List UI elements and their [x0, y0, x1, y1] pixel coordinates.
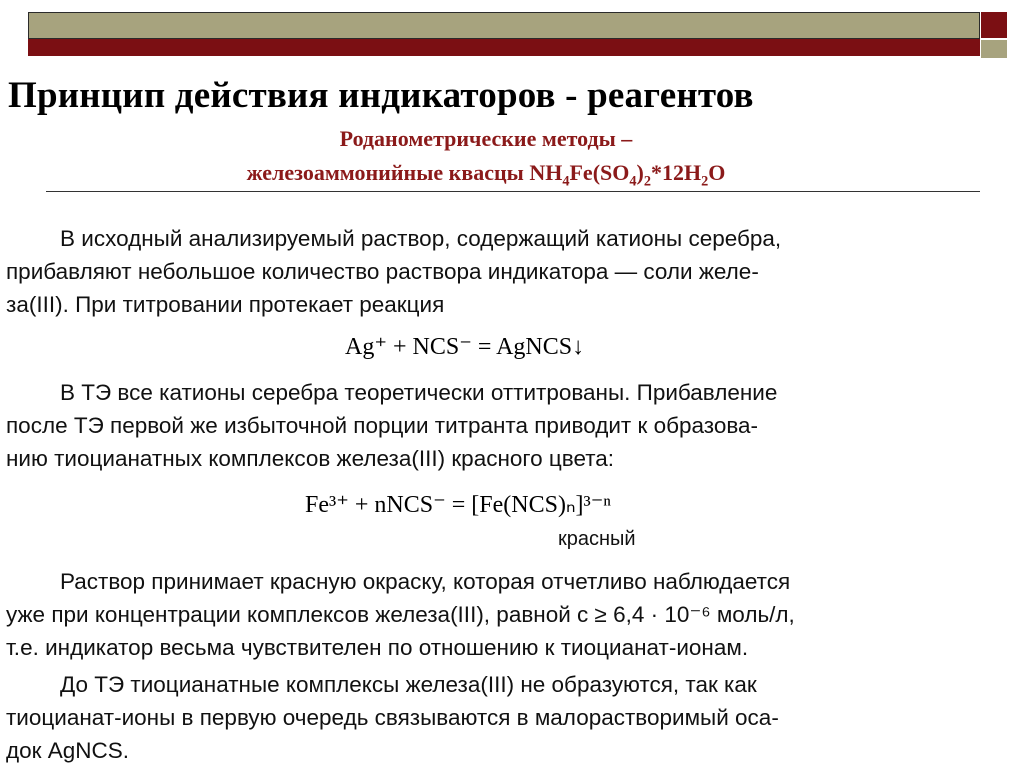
paragraph-line: прибавляют небольшое количество раствора индикатора — соли желе-	[6, 259, 759, 284]
header-banner	[28, 12, 980, 58]
subscript: 4	[562, 173, 570, 190]
paragraph-line: Раствор принимает красную окраску, которая отчетливо наблюдается	[60, 569, 791, 594]
subtitle-formula-part: Fe(SO	[569, 160, 630, 185]
paragraph-line: тиоцианат-ионы в первую очередь связываются в малорастворимый оса-	[6, 705, 779, 730]
reaction-equation-1: Ag⁺ + NCS⁻ = AgNCS↓	[345, 334, 585, 360]
paragraph-line: за(III). При титровании протекает реакция	[6, 292, 445, 317]
header-divider	[46, 191, 980, 192]
subscript: 4	[629, 173, 637, 190]
paragraph-line: т.е. индикатор весьма чувствителен по отношению к тиоцианат-ионам.	[6, 635, 749, 660]
paragraph-3	[6, 565, 990, 664]
subtitle-formula-part: *12H	[651, 160, 702, 185]
paragraph-line: док AgNCS.	[6, 738, 130, 763]
reaction-equation-2: Fe³⁺ + nNCS⁻ = [Fe(NCS)ₙ]³⁻ⁿ	[305, 492, 611, 518]
corner-maroon-square	[981, 12, 1007, 38]
paragraph-2	[6, 376, 990, 475]
corner-olive-square	[981, 40, 1007, 58]
paragraph-1	[6, 222, 990, 321]
paragraph-line: В ТЭ все катионы серебра теоретически оттитрованы. Прибавление	[60, 380, 778, 405]
subscript: 2	[701, 173, 709, 190]
banner-maroon-stripe	[28, 39, 980, 56]
paragraph-4	[6, 668, 990, 767]
subscript: 2	[643, 173, 652, 190]
paragraph-line: До ТЭ тиоцианатные комплексы железа(III) не образуются, так как	[60, 672, 757, 697]
paragraph-line: В исходный анализируемый раствор, содержащий катионы серебра,	[60, 226, 782, 251]
paragraph-line: после ТЭ первой же избыточной порции титранта приводит к образова-	[6, 413, 759, 438]
subtitle-line-2: железоаммонийные квасцы $NH_4Fe(SO_4)_2*12H_2O$	[246, 160, 726, 190]
reaction-caption: красный	[558, 528, 636, 550]
banner-corner	[981, 12, 1007, 58]
page-title: Принцип действия индикаторов - реагентов	[8, 75, 754, 116]
paragraph-line: нию тиоцианатных комплексов железа(III) красного цвета:	[6, 446, 615, 471]
subtitle-formula-part: O	[708, 160, 726, 185]
banner-olive-stripe	[28, 12, 980, 39]
paragraph-line: уже при концентрации комплексов железа(III), равной c ≥ 6,4 · 10⁻⁶ моль/л,	[6, 602, 795, 627]
subtitle-text: железоаммонийные квасцы NH	[246, 160, 563, 185]
subtitle-line-1: Роданометрические методы –	[339, 126, 633, 151]
